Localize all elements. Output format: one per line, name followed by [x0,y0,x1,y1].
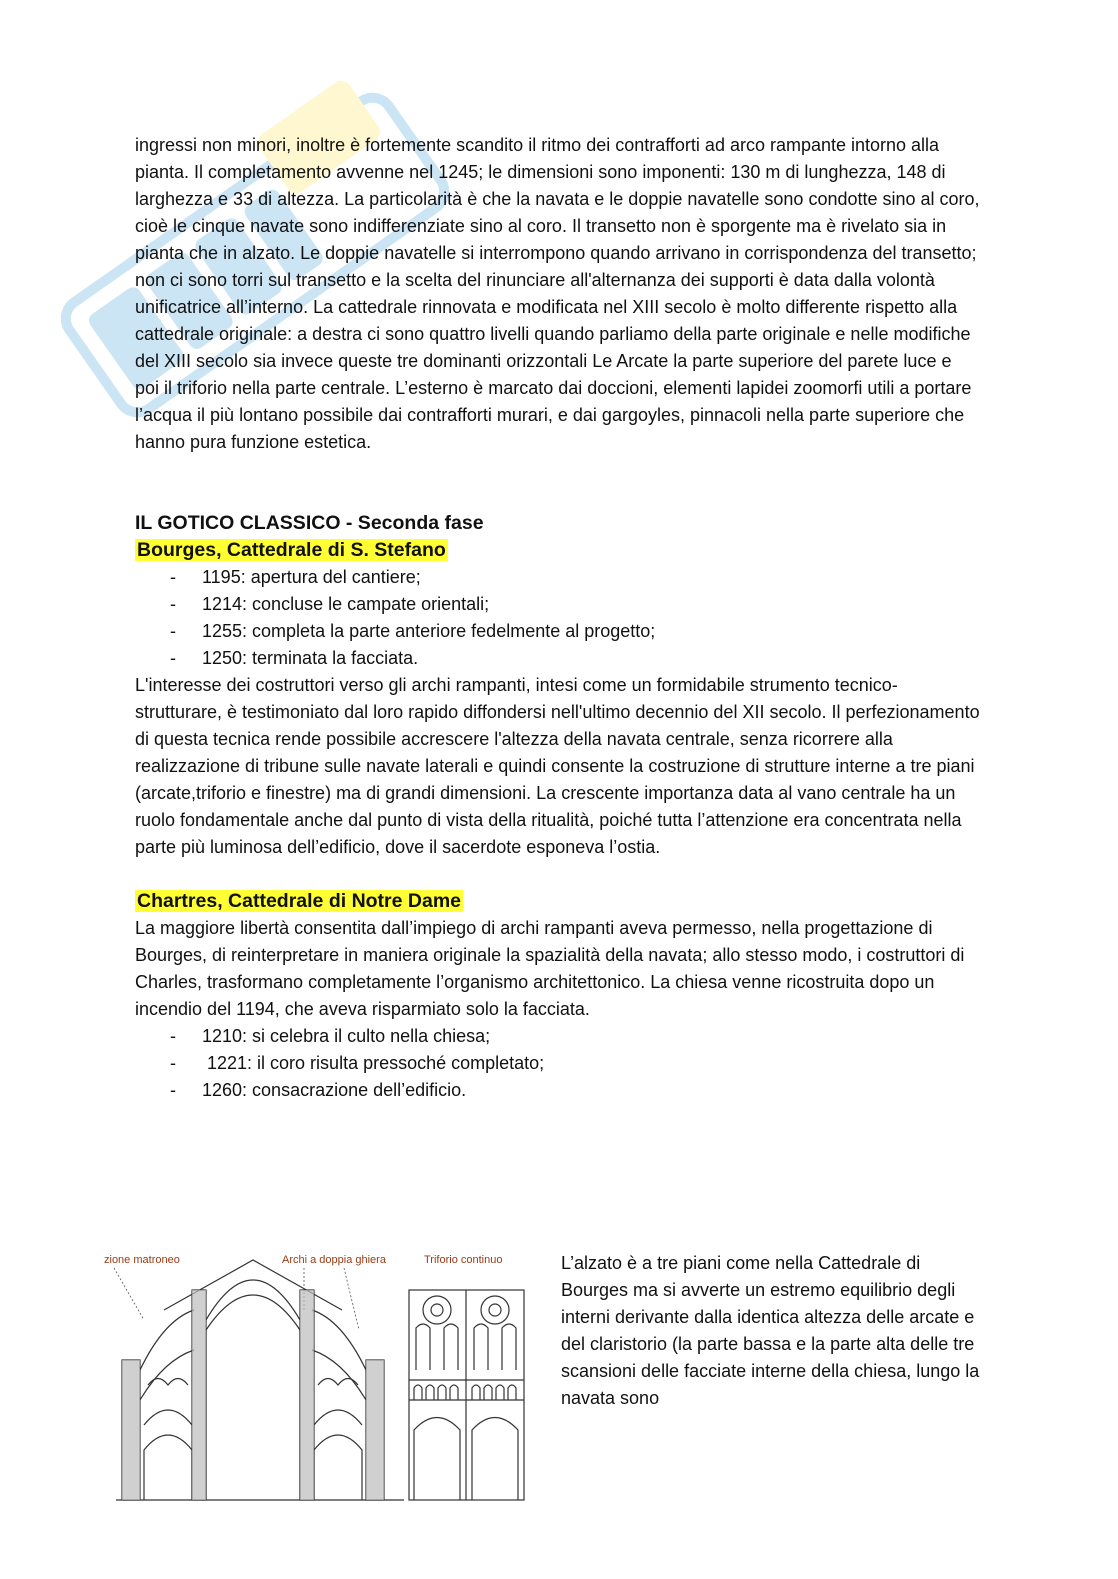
figure-label-archi: Archi a doppia ghiera [282,1254,386,1266]
chartres-date-list [135,1023,980,1104]
figure-row [104,1250,984,1510]
list-dash: - [170,648,176,668]
bourges-date-list [135,564,980,672]
list-dash: - [170,567,176,587]
list-dash: - [170,1053,176,1073]
chartres-side-paragraph: L’alzato è a tre piani come nella Cattedrale di Bourges ma si avverte un estremo equilibrio degli interni derivante dalla identica altezza delle arcate e del claristorio (la parte bassa e la parte alta delle tre scansioni delle facciate interne della chiesa, lungo la navata sono [561,1253,980,1408]
chartres-paragraph: La maggiore libertà consentita dall’impiego di archi rampanti aveva permesso, nella progettazione di Bourges, di reinterpretare in maniera originale la spazialità della navata; allo stesso modo, i costruttori di Charles, trasformano completamente l’organismo architettonico. La chiesa venne ricostruita dopo un incendio del 1194, che aveva risparmiato solo la facciata. [135,918,965,1019]
list-dash: - [170,594,176,614]
figure-label-triforio: Triforio continuo [424,1254,503,1266]
list-item-text: 1195: apertura del cantiere; [202,567,421,587]
list-item-text: 1250: terminata la facciata. [202,648,419,668]
list-item [135,645,980,672]
list-dash: - [170,621,176,641]
intro-paragraph: ingressi non minori, inoltre è fortemente scandito il ritmo dei contrafforti ad arco rampante intorno alla pianta. Il completamento avvenne nel 1245; le dimensioni sono imponenti: 130 m di lunghezza, 148 di larghezza e 33 di altezza. La particolarità è che la navata e le doppie navatelle sono condotte sino al coro, cioè le cinque navate sono indifferenziate sino al coro. Il transetto non è sporgente ma è rivelato sia in pianta che in alzato. Le doppie navatelle si interrompono quando arrivano in corrispondenza del transetto; non ci sono torri sul transetto e la scelta del rinunciare all'alternanza dei supporti è data dalla volontà unificatrice all’interno. La cattedrale rinnovata e modificata nel XIII secolo è molto differente rispetto alla cattedrale originale: a destra ci sono quattro livelli quando parliamo della parte originale e nelle modifiche del XIII secolo sia invece queste tre dominanti orizzontali Le Arcate la parte superiore del parete luce e poi il triforio nella parte centrale. L’esterno è marcato dai doccioni, elementi lapidei zoomorfi utili a portare l’acqua il più lontano possibile dai contrafforti murari, e dai gargoyles, pinnacoli nella parte superiore che hanno pura funzione estetica. [135,135,980,452]
document-body [135,132,980,1104]
list-dash: - [170,1026,176,1046]
chartres-title: Chartres, Cattedrale di Notre Dame [137,890,462,912]
list-dash: - [170,1080,176,1100]
list-item [135,1023,980,1050]
list-item-text: 1221: il coro risulta pressoché completato; [202,1053,545,1073]
list-item [135,1050,980,1077]
bourges-paragraph: L'interesse dei costruttori verso gli archi rampanti, intesi come un formidabile strumento tecnico-strutturare, è testimoniato dal loro rapido diffondersi nell'ultimo decennio del XII secolo. Il perfezionamento di questa tecnica rende possibile accrescere l'altezza della navata centrale, senza ricorrere alla realizzazione di tribune sulle navate laterali e quindi consente la costruzione di strutture interne a tre piani (arcate,triforio e finestre) ma di grandi dimensioni. La crescente importanza data al vano centrale ha un ruolo fondamentale anche dal punto di vista della ritualità, poiché tutta l’attenzione era concentrata nella parte più luminosa dell’edificio, dove il sacerdote esponeva l’ostia. [135,675,980,857]
list-item-text: 1210: si celebra il culto nella chiesa; [202,1026,491,1046]
figure-label-matroneo: zione matroneo [104,1254,180,1266]
list-item-text: 1260: consacrazione dell’edificio. [202,1080,467,1100]
list-item [135,1077,980,1104]
list-item [135,618,980,645]
bourges-title: Bourges, Cattedrale di S. Stefano [137,539,446,561]
list-item [135,564,980,591]
section-heading: IL GOTICO CLASSICO - Seconda fase [135,512,484,534]
list-item [135,591,980,618]
list-item-text: 1255: completa la parte anteriore fedelmente al progetto; [202,621,656,641]
list-item-text: 1214: concluse le campate orientali; [202,594,490,614]
cathedral-section-drawing [104,1250,534,1510]
cathedral-elevation-figure [104,1250,534,1510]
spacer [135,861,980,888]
